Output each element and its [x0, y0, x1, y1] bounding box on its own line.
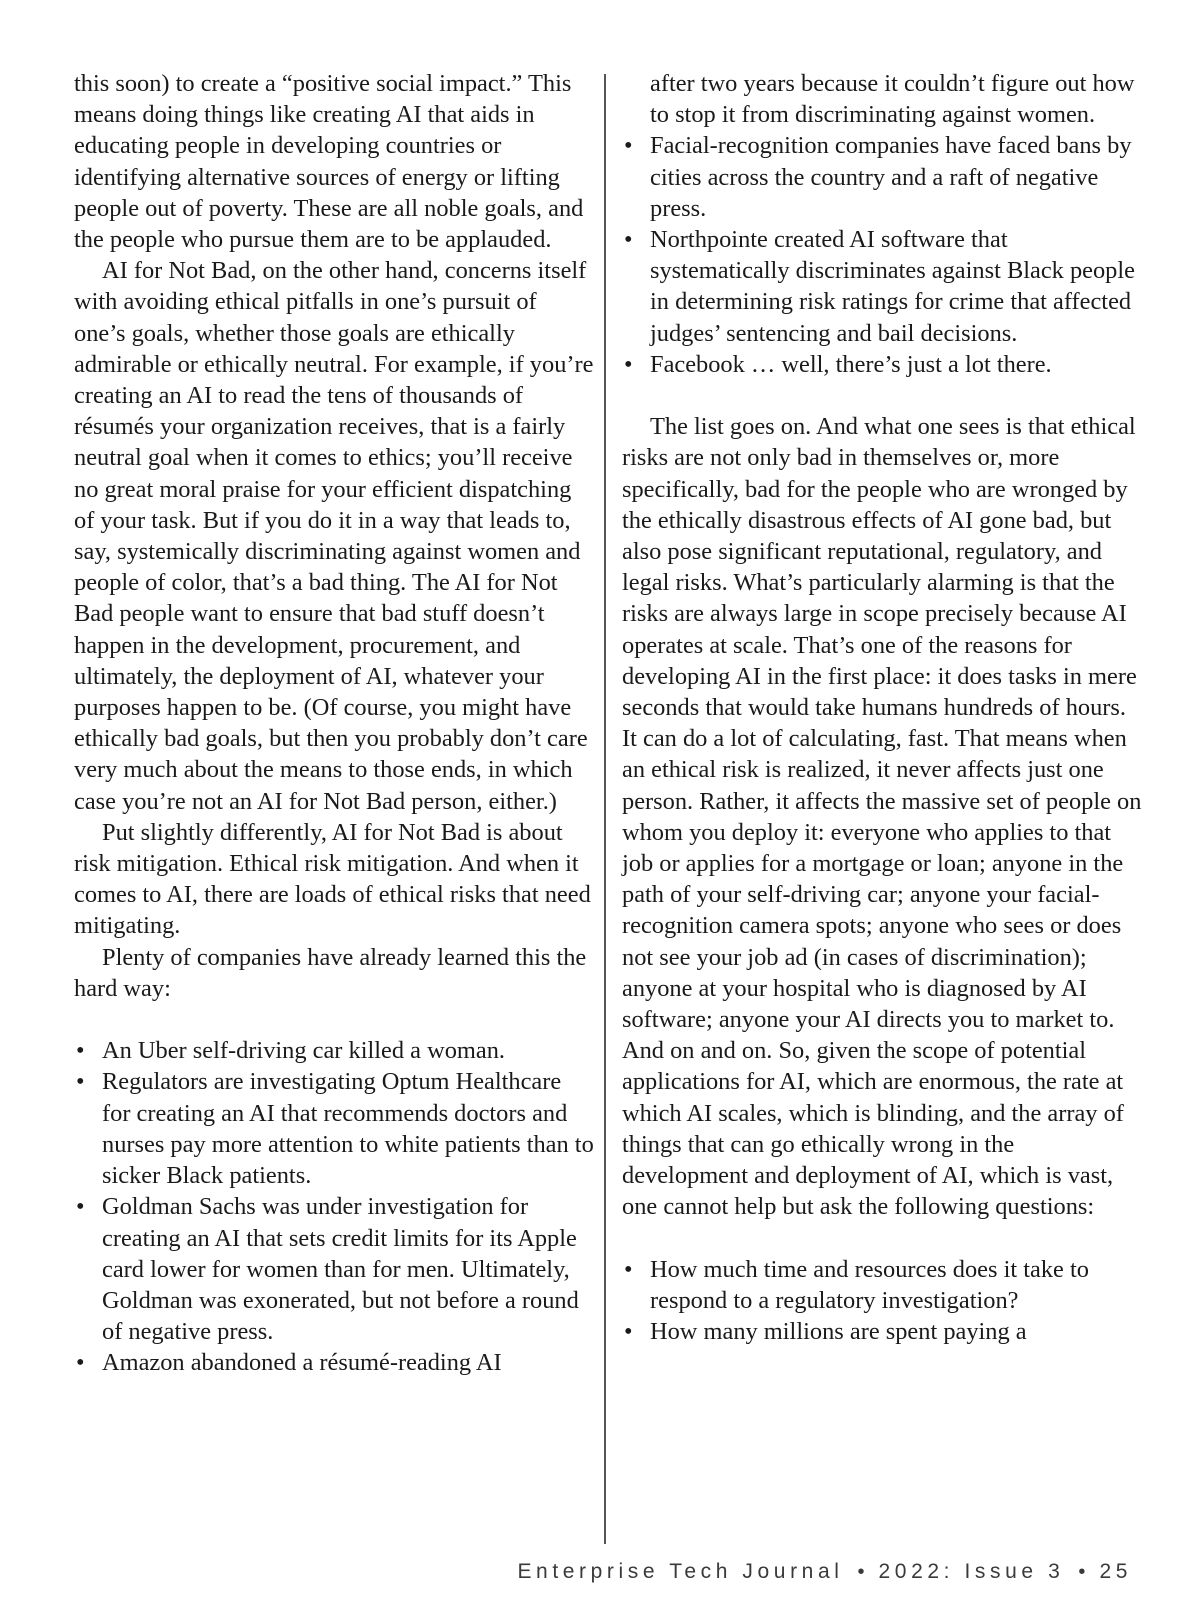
- publication-name: Enterprise Tech Journal: [517, 1560, 844, 1583]
- left-paragraph-4: Plenty of companies have already learned this the hard way:: [74, 943, 587, 1002]
- left-paragraph-2: AI for Not Bad, on the other hand, concerns itself with avoiding ethical pitfalls in one’s pursuit of one’s goals, whether those goals are ethically admirable or ethically neutral. For example, if you’re creating an AI to read the tens of thousands of résumés your organization receives, that is a fairly neutral goal when it comes to ethics; you’ll receive no great moral praise for your efficient dispatching of your task. But if you do it in a way that leads to, say, systemically discriminating against women and people of color, that’s a bad thing. The AI for Not Bad people want to ensure that bad stuff doesn’t happen in the development, procurement, and ultimately, the deployment of AI, whatever your purposes happen to be. (Of course, you might have ethically bad goals, but then you probably don’t care very much about the means to those ends, in which case you’re not an AI for Not Bad person, either.): [74, 257, 594, 815]
- bullet-icon: •: [624, 132, 633, 160]
- list-item: • How much time and resources does it take to respond to a regulatory investigation?: [624, 1255, 1089, 1314]
- company-incidents-list-continued: [622, 68, 1142, 380]
- left-column: [74, 68, 594, 1379]
- list-item: • Northpointe created AI software that systematically discriminates against Black people in determining risk ratings for crime that affected judges’ sentencing and bail decisions.: [624, 226, 1135, 347]
- bullet-icon: •: [76, 1193, 85, 1221]
- bullet-icon: •: [624, 350, 633, 378]
- column-divider: [604, 74, 606, 1544]
- bullet-icon: •: [76, 1037, 85, 1065]
- list-item: • Facebook … well, there’s just a lot there.: [622, 349, 1142, 380]
- bullet-icon: •: [76, 1068, 85, 1096]
- list-item: • Facial-recognition companies have faced bans by cities across the country and a raft of negative press.: [624, 132, 1132, 222]
- list-item: • Amazon abandoned a résumé-reading AI: [74, 1347, 594, 1378]
- list-item: • Regulators are investigating Optum Healthcare for creating an AI that recommends doctors and nurses pay more attention to white patients than to sicker Black patients.: [76, 1068, 594, 1190]
- bullet-icon: •: [624, 226, 633, 254]
- company-incidents-list: [74, 1035, 594, 1378]
- bullet-icon: •: [624, 1255, 633, 1283]
- separator-dot: •: [857, 1561, 865, 1583]
- list-item: • How many millions are spent paying a: [622, 1316, 1142, 1347]
- bullet-icon: •: [624, 1318, 633, 1346]
- list-item-continuation: after two years because it couldn’t figure out how to stop it from discriminating against women.: [650, 70, 1135, 129]
- list-item: • Goldman Sachs was under investigation for creating an AI that sets credit limits for its Apple card lower for women than for men. Ultimately, Goldman was exonerated, but not before a round of negative press.: [76, 1193, 579, 1346]
- page-number: 25: [1099, 1560, 1132, 1583]
- questions-list: [622, 1254, 1142, 1348]
- right-column: [622, 68, 1142, 1347]
- issue-label: 2022: Issue 3: [878, 1560, 1065, 1583]
- page-footer: [517, 1560, 1132, 1584]
- right-paragraph-1: The list goes on. And what one sees is that ethical risks are not only bad in themselves or, more specifically, bad for the people who are wronged by the ethically disastrous effects of AI gone bad, but also pose significant reputational, regulatory, and legal risks. What’s particularly alarming is that the risks are always large in scope precisely because AI operates at scale. That’s one of the reasons for developing AI in the first place: it does tasks in mere seconds that would take humans hundreds of hours. It can do a lot of calculating, fast. That means when an ethical risk is realized, it never affects just one person. Rather, it affects the massive set of people on whom you deploy it: everyone who applies to that job or applies for a mortgage or loan; anyone in the path of your self-driving car; anyone your facial-recognition camera spots; anyone who sees or does not see your job ad (in cases of discrimination); anyone at your hospital who is diagnosed by AI software; anyone your AI directs you to market to. And on and on. So, given the scope of potential applications for AI, which are enormous, the rate at which AI scales, which is blinding, and the array of things that can go ethically wrong in the development and deployment of AI, which is vast, one cannot help but ask the following questions:: [622, 413, 1142, 1221]
- list-item: • An Uber self-driving car killed a woman.: [74, 1035, 594, 1066]
- separator-dot: •: [1078, 1561, 1086, 1583]
- left-paragraph-3: Put slightly differently, AI for Not Bad is about risk mitigation. Ethical risk mitigation. And when it comes to AI, there are loads of ethical risks that need mitigating.: [74, 818, 591, 940]
- left-paragraph-1: this soon) to create a “positive social impact.” This means doing things like creating AI that aids in educating people in developing countries or identifying alternative sources of energy or lifting people out of poverty. These are all noble goals, and the people who pursue them are to be applauded.: [74, 70, 584, 254]
- bullet-icon: •: [76, 1349, 85, 1377]
